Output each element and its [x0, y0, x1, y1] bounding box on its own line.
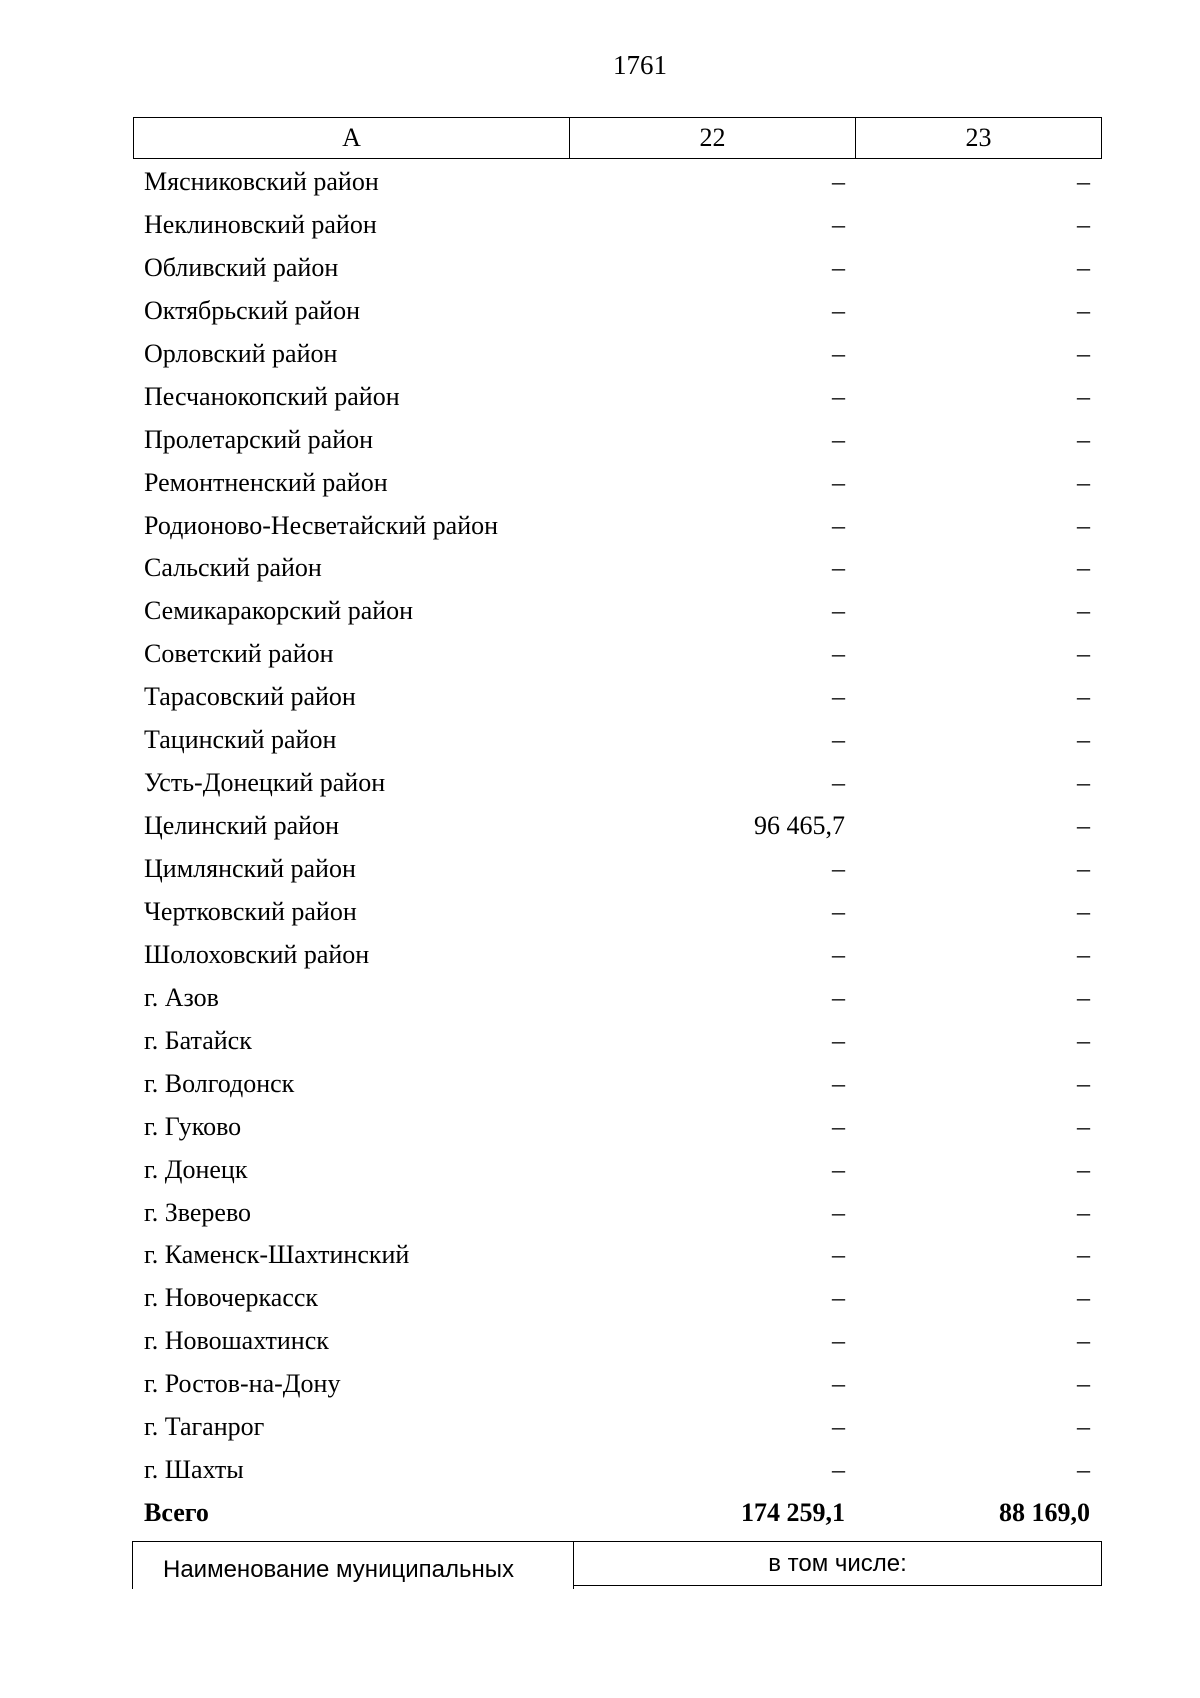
total-row	[0, 1492, 1200, 1535]
row-name: Обливский район	[144, 252, 339, 282]
row-name: Целинский район	[144, 811, 339, 841]
table-row	[0, 1020, 1200, 1063]
row-name: г. Гуково	[144, 1111, 242, 1141]
row-name: Неклиновский район	[144, 209, 377, 239]
row-name: Тацинский район	[144, 725, 337, 755]
value-col-22: –	[832, 295, 845, 325]
value-col-22: –	[832, 1369, 845, 1399]
row-name: Советский район	[144, 639, 334, 669]
value-col-22: –	[832, 1326, 845, 1356]
value-col-22: –	[832, 1240, 845, 1270]
row-name: г. Таганрог	[144, 1412, 265, 1442]
row-name: Мясниковский район	[144, 167, 379, 196]
row-name: г. Новошахтинск	[144, 1326, 329, 1356]
table-row	[0, 891, 1200, 934]
table-header	[133, 117, 1102, 159]
value-col-22: –	[832, 167, 845, 196]
value-col-23: –	[1077, 209, 1090, 239]
continued-table-header	[132, 1541, 1102, 1589]
row-name: г. Зверево	[144, 1197, 252, 1227]
value-col-23: –	[1077, 338, 1090, 368]
row-name: г. Донецк	[144, 1154, 248, 1184]
value-col-23: –	[1077, 424, 1090, 454]
row-name: г. Каменск-Шахтинский	[144, 1240, 410, 1270]
value-col-23: –	[1077, 854, 1090, 883]
row-name: Цимлянский район	[144, 854, 356, 883]
table-row	[0, 1192, 1200, 1235]
value-col-23: –	[1077, 725, 1090, 755]
table-row	[0, 1449, 1200, 1492]
table-row	[0, 1106, 1200, 1149]
table-row	[0, 419, 1200, 462]
row-name: Пролетарский район	[144, 424, 374, 454]
table-row	[0, 505, 1200, 548]
value-col-23: –	[1077, 768, 1090, 798]
value-col-23: –	[1077, 1326, 1090, 1356]
value-col-23: –	[1077, 1240, 1090, 1270]
value-col-23: –	[1077, 252, 1090, 282]
value-col-22: 96 465,7	[754, 811, 845, 841]
table-row	[0, 1063, 1200, 1106]
value-col-22: –	[832, 510, 845, 540]
value-col-22: –	[832, 596, 845, 626]
table-row	[0, 290, 1200, 333]
value-col-23: –	[1077, 1154, 1090, 1184]
table-row	[0, 762, 1200, 805]
value-col-22: –	[832, 1025, 845, 1055]
municipal-names-header: Наименование муниципальных	[132, 1541, 574, 1589]
row-name: Орловский район	[144, 338, 338, 368]
table-row	[0, 1406, 1200, 1449]
value-col-22: –	[832, 768, 845, 798]
row-name: Песчанокопский район	[144, 381, 400, 411]
value-col-23: –	[1077, 1455, 1090, 1485]
table-row	[0, 462, 1200, 505]
value-col-23: –	[1077, 553, 1090, 583]
table-row	[0, 204, 1200, 247]
table-row	[0, 1149, 1200, 1192]
table-row	[0, 1320, 1200, 1363]
table-row	[0, 376, 1200, 419]
row-name: Родионово-Несветайский район	[144, 510, 499, 540]
value-col-22: –	[832, 725, 845, 755]
value-col-23: –	[1077, 639, 1090, 669]
table-row	[0, 977, 1200, 1020]
value-col-23: –	[1077, 896, 1090, 926]
value-col-22: –	[832, 982, 845, 1012]
value-col-22: –	[832, 252, 845, 282]
including-header: в том числе:	[574, 1541, 1102, 1586]
value-col-22: –	[832, 209, 845, 239]
table-row	[0, 633, 1200, 676]
value-col-22: –	[832, 424, 845, 454]
value-col-23: –	[1077, 1025, 1090, 1055]
row-name: Всего	[144, 1498, 209, 1528]
row-name: г. Ростов-на-Дону	[144, 1369, 341, 1399]
value-col-23: –	[1077, 510, 1090, 540]
value-col-22: –	[832, 1068, 845, 1098]
value-col-23: –	[1077, 1283, 1090, 1313]
row-name: г. Батайск	[144, 1025, 252, 1055]
table-row	[0, 719, 1200, 762]
value-col-22: –	[832, 1111, 845, 1141]
value-col-22: –	[832, 1283, 845, 1313]
value-col-22: 174 259,1	[741, 1498, 845, 1528]
value-col-23: –	[1077, 167, 1090, 196]
value-col-23: –	[1077, 467, 1090, 497]
column-header-a: А	[134, 118, 570, 158]
value-col-22: –	[832, 338, 845, 368]
value-col-23: –	[1077, 1068, 1090, 1098]
table-row	[0, 848, 1200, 891]
table-row	[0, 590, 1200, 633]
table-row	[0, 1277, 1200, 1320]
row-name: Усть-Донецкий район	[144, 768, 386, 798]
value-col-23: –	[1077, 939, 1090, 969]
value-col-22: –	[832, 1455, 845, 1485]
table-row	[0, 247, 1200, 290]
value-col-22: –	[832, 1412, 845, 1442]
value-col-22: –	[832, 381, 845, 411]
table-row	[0, 934, 1200, 977]
row-name: Семикаракорский район	[144, 596, 414, 626]
value-col-22: –	[832, 467, 845, 497]
value-col-22: –	[832, 682, 845, 712]
row-name: Октябрьский район	[144, 295, 360, 325]
column-header-22: 22	[570, 118, 856, 158]
value-col-23: –	[1077, 1369, 1090, 1399]
value-col-22: –	[832, 639, 845, 669]
page-number: 1761	[613, 50, 667, 80]
row-name: г. Волгодонск	[144, 1068, 295, 1098]
value-col-23: –	[1077, 295, 1090, 325]
value-col-23: –	[1077, 982, 1090, 1012]
row-name: Шолоховский район	[144, 939, 370, 969]
value-col-23: –	[1077, 1111, 1090, 1141]
value-col-23: –	[1077, 811, 1090, 841]
value-col-23: –	[1077, 381, 1090, 411]
table-row	[0, 161, 1200, 204]
value-col-23: –	[1077, 682, 1090, 712]
value-col-22: –	[832, 854, 845, 883]
row-name: Ремонтненский район	[144, 467, 388, 497]
row-name: г. Азов	[144, 982, 219, 1012]
value-col-22: –	[832, 553, 845, 583]
value-col-22: –	[832, 1197, 845, 1227]
table-body	[0, 161, 1200, 1535]
value-col-23: –	[1077, 596, 1090, 626]
table-row	[0, 547, 1200, 590]
row-name: Сальский район	[144, 553, 322, 583]
table-row	[0, 1234, 1200, 1277]
value-col-22: –	[832, 939, 845, 969]
table-row	[0, 805, 1200, 848]
value-col-23: –	[1077, 1412, 1090, 1442]
row-name: г. Шахты	[144, 1455, 244, 1485]
row-name: г. Новочеркасск	[144, 1283, 319, 1313]
row-name: Тарасовский район	[144, 682, 356, 712]
row-name: Чертковский район	[144, 896, 357, 926]
value-col-23: –	[1077, 1197, 1090, 1227]
column-header-23: 23	[965, 123, 992, 152]
table-row	[0, 333, 1200, 376]
value-col-22: –	[832, 1154, 845, 1184]
table-row	[0, 1363, 1200, 1406]
table-row	[0, 676, 1200, 719]
value-col-22: –	[832, 896, 845, 926]
value-col-23: 88 169,0	[999, 1498, 1090, 1528]
